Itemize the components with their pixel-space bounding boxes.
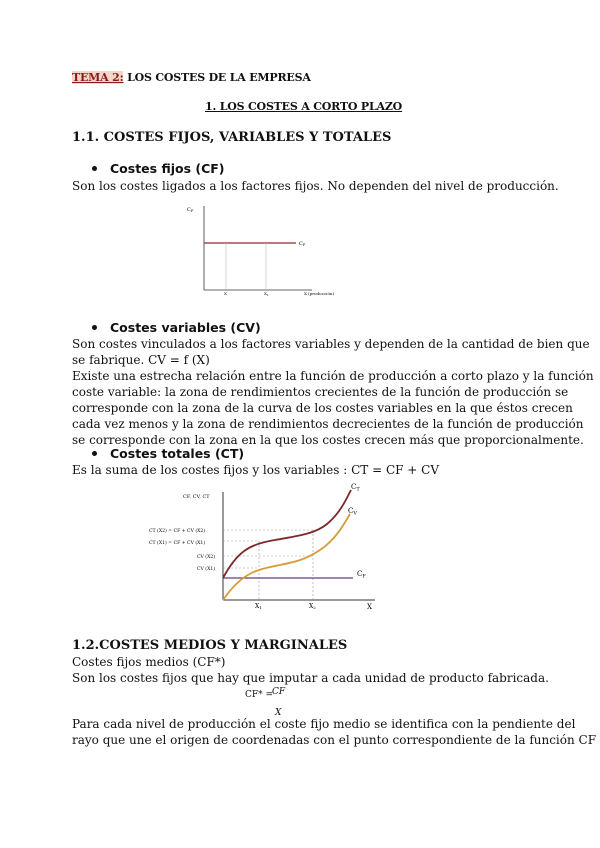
cv-line: coste variable: la zona de rendimientos crecientes de la función de producción se	[72, 385, 569, 399]
formula-denominator: X	[275, 708, 282, 718]
chart2-cv-curve	[223, 514, 350, 600]
ct-text: Es la suma de los costes fijos y los variables : CT = CF + CV	[72, 463, 439, 477]
ct-paragraph	[72, 462, 532, 478]
cv-line: Son costes vinculados a los factores variables y dependen de la cantidad de bien que	[72, 337, 590, 351]
total-cost-chart	[145, 478, 395, 613]
subsection-title-1-1: 1.1. COSTES FIJOS, VARIABLES Y TOTALES	[72, 130, 392, 145]
cv-heading: Costes variables (CV)	[110, 320, 261, 335]
chart2-tick-cv-x1: CV (X1)	[197, 567, 216, 572]
cf-medio-paragraph	[72, 654, 549, 686]
fixed-cost-chart	[180, 200, 380, 302]
chart2-cf-label: $C_F$	[357, 570, 366, 580]
cv-paragraph	[72, 336, 594, 448]
section-title: 1. LOS COSTES A CORTO PLAZO	[205, 100, 403, 113]
chart2-tick-cv-x2: CV (X2)	[197, 555, 216, 560]
cf-medio-text: Son los costes fijos que hay que imputar a cada unidad de producto fabricada.	[72, 671, 549, 685]
cf-paragraph	[72, 178, 559, 194]
cf-medio-formula	[245, 687, 286, 718]
chart1-x-axis-label: X (producción)	[304, 291, 335, 296]
chart2-y-axis-label: CF, CV, CT	[183, 494, 210, 500]
explanation-line: rayo que une el origen de coordenadas con el punto correspondiente de la función CF	[72, 733, 597, 747]
cv-line: Existe una estrecha relación entre la función de producción a corto plazo y la función	[72, 369, 594, 383]
chart2-ct-curve	[223, 490, 351, 578]
doc-title	[72, 71, 311, 84]
cv-line: cada vez menos y la zona de rendimientos decrecientes de la función de producción	[72, 417, 584, 431]
explanation-line: Para cada nivel de producción el coste fijo medio se identifica con la pendiente del	[72, 717, 576, 731]
cf-heading: Costes fijos (CF)	[110, 161, 225, 176]
bullet-costes-fijos	[92, 161, 225, 176]
cv-line: se corresponde con la zona en la que los costes crecen más que proporcionalmente.	[72, 433, 584, 447]
chart1-line-label: $C_F$	[299, 241, 306, 247]
ct-heading: Costes totales (CT)	[110, 446, 245, 461]
chart2-ct-label: $C_T$	[351, 483, 360, 493]
bullet-costes-variables	[92, 320, 261, 335]
subsection-title-1-2: 1.2.COSTES MEDIOS Y MARGINALES	[72, 638, 348, 653]
chart1-x-tick-1: X	[224, 291, 227, 296]
chart1-y-label: $C_F$	[187, 207, 194, 213]
tema-title: LOS COSTES DE LA EMPRESA	[123, 71, 311, 84]
chart2-cv-label: $C_V$	[348, 507, 357, 517]
cf-medio-explanation	[72, 716, 597, 748]
cf-medio-subtitle: Costes fijos medios (CF*)	[72, 655, 226, 669]
cf-text: Son los costes ligados a los factores fijos. No dependen del nivel de producción.	[72, 179, 559, 193]
bullet-costes-totales	[92, 446, 244, 461]
chart2-tick-ct-x2: CT (X2) = CF + CV (X2)	[149, 529, 206, 534]
formula-lhs: CF* =	[245, 690, 274, 700]
chart2-x1-tick: X1	[255, 603, 262, 610]
chart2-x-axis-label: X	[367, 603, 372, 611]
chart2-tick-ct-x1: CT (X1) = CF + CV (X1)	[149, 541, 206, 546]
bullet-dot	[92, 451, 97, 456]
cv-line: corresponde con la zona de la curva de los costes variables en la que éstos crecen	[72, 401, 573, 415]
bullet-dot	[92, 166, 97, 171]
bullet-dot	[92, 325, 97, 330]
formula-numerator: CF	[272, 687, 286, 697]
cv-line: se fabrique. CV = f (X)	[72, 353, 210, 367]
chart1-x-tick-2: $X_1$	[264, 291, 269, 297]
tema-label: TEMA 2:	[72, 71, 124, 84]
chart2-x2-tick: X2	[309, 603, 316, 610]
